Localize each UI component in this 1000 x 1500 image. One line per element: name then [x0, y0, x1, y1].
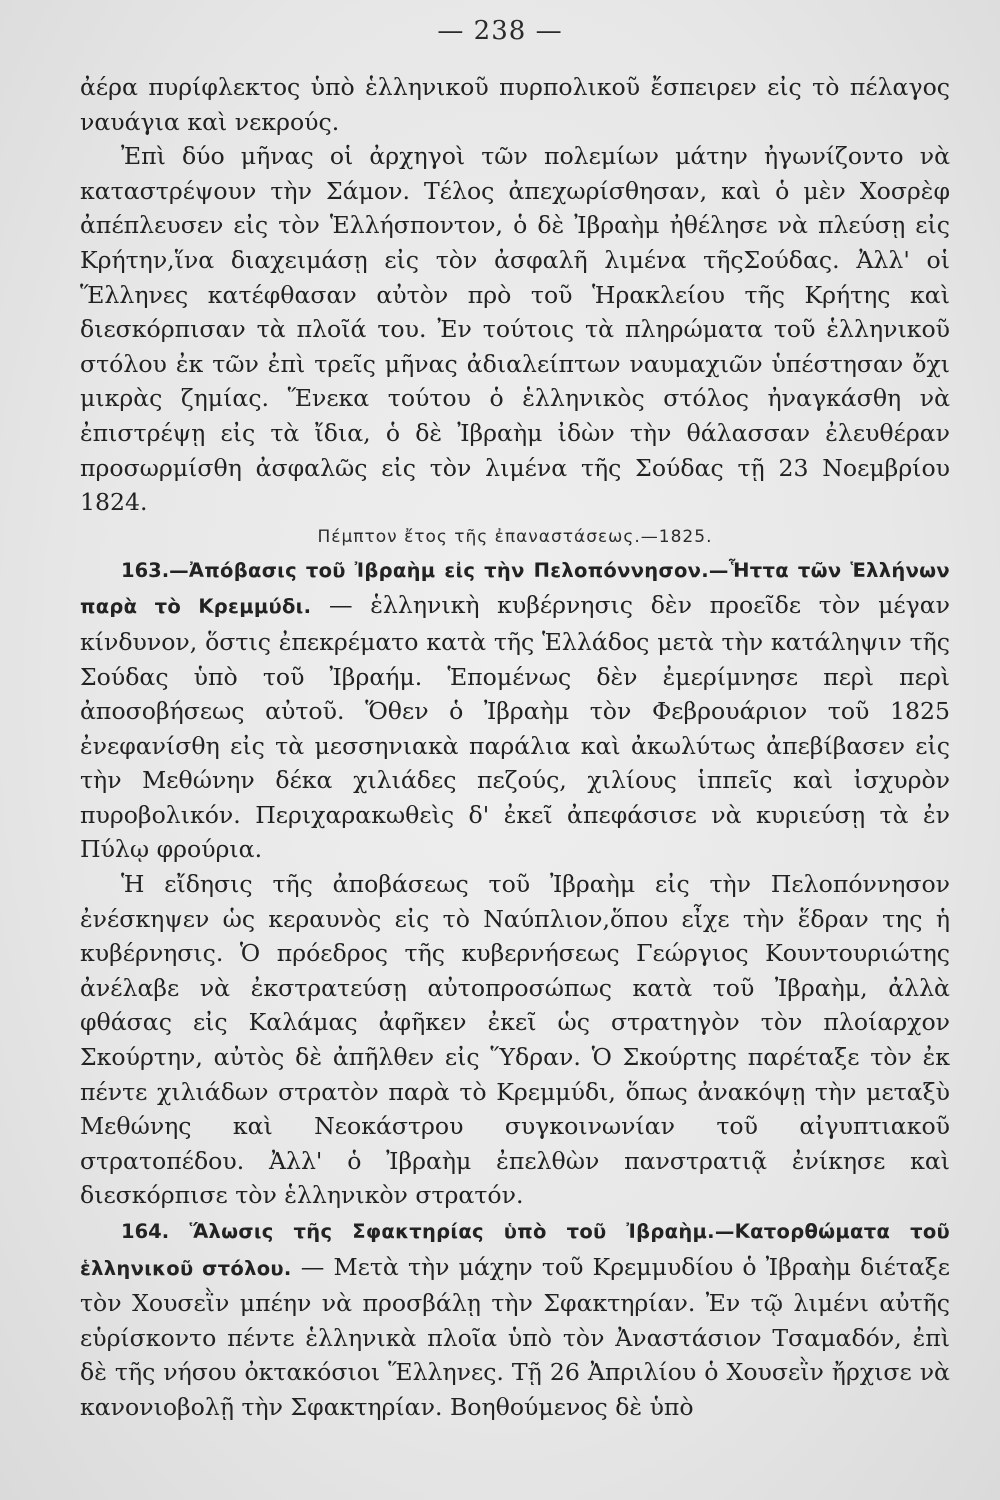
section-164-body: — Μετὰ τὴν μάχην τοῦ Κρεμμυδίου ὁ Ἰβραὴμ διέταξε τὸν Χουσεῒν μπέην νὰ προσβάλῃ τὴν Σφακτηρίαν. Ἐν τῷ λιμένι αὐτῆς εὑρίσκοντο πέντε ἑλληνικὰ πλοῖα ὑπὸ τὸν Ἀναστάσιον Τσαμαδόν, ἐπὶ δὲ τῆς νήσου ὀκτακόσιοι Ἕλληνες. Τῇ 26 Ἀπριλίου ὁ Χουσεῒν ἤρχισε νὰ κανονιοβολῇ τὴν Σφακτηρίαν. Βοηθούμενος δὲ ὑπὸ [80, 1252, 951, 1421]
section-163-body: — ἑλληνικὴ κυβέρνησις δὲν προεῖδε τὸν μέγαν κίνδυνον, ὅστις ἐπεκρέματο κατὰ τῆς Ἑλλάδος μετὰ τὴν κατάληψιν τῆς Σούδας ὑπὸ τοῦ Ἰβραήμ. Ἑπομένως δὲν ἐμερίμνησε περὶ περὶ ἀποσοβήσεως αὐτοῦ. Ὅθεν ὁ Ἰβραὴμ τὸν Φεβρουάριον τοῦ 1825 ἐνεφανίσθη εἰς τὰ μεσσηνιακὰ παράλια καὶ ἀκωλύτως ἀπεβίβασεν εἰς τὴν Μεθώνην δέκα χιλιάδες πεζούς, χιλίους ἱππεῖς καὶ ἰσχυρὸν πυροβολικόν. Περιχαρακωθεὶς δ' ἐκεῖ ἀπεφάσισε νὰ κυριεύσῃ τὰ ἐν Πύλῳ φρούρια. [80, 591, 951, 864]
section-163-continuation: Ἡ εἴδησις τῆς ἀποβάσεως τοῦ Ἰβραὴμ εἰς τὴν Πελοπόννησον ἐνέσκηψεν ὡς κεραυνὸς εἰς τὸ Ναύπλιον,ὅπου εἶχε τὴν ἕδραν της ἡ κυβέρνησις. Ὁ πρόεδρος τῆς κυβερνήσεως Γεώργιος Κουντουριώτης ἀνέλαβε νὰ ἐκστρατεύσῃ αὐτοπροσώπως κατὰ τοῦ Ἰβραὴμ, ἀλλὰ φθάσας εἰς Καλάμας ἀφῆκεν ἐκεῖ ὡς στρατηγὸν τὸν πλοίαρχον Σκούρτην, αὐτὸς δὲ ἀπῆλθεν εἰς Ὕδραν. Ὁ Σκούρτης παρέταξε τὸν ἐκ πέντε χιλιάδων στρατὸν παρὰ τὸ Κρεμμύδι, ὅπως ἀνακόψῃ τὴν μεταξὺ Μεθώνης καὶ Νεοκάστρου συγκοινωνίαν τοῦ αἰγυπτιακοῦ στρατοπέδου. Ἀλλ' ὁ Ἰβραὴμ ἐπελθὼν πανστρατιᾷ ἐνίκησε καὶ διεσκόρπισε τὸν ἑλληνικὸν στρατόν. [80, 870, 950, 1210]
section-164-number: 164. [121, 1220, 170, 1243]
paragraph-continued: ἀέρα πυρίφλεκτος ὑπὸ ἑλληνικοῦ πυρπολικοῦ ἔσπειρεν εἰς τὸ πέλαγος ναυάγια καὶ νεκρούς. [80, 73, 950, 136]
section-163 [80, 552, 950, 867]
page-text [80, 70, 950, 1425]
page-number: — 238 — [437, 16, 563, 46]
section-164 [80, 1213, 950, 1425]
section-164-title: Ἅλωσις τῆς Σφακτηρίας ὑπὸ τοῦ Ἰβραὴμ.—Κατορθώματα τοῦ ἑλληνικοῦ στόλου. [80, 1220, 951, 1280]
year-heading: Πέμπτον ἔτος τῆς ἐπαναστάσεως.—1825. [317, 526, 713, 547]
section-163-title: —Ἀπόβασις τοῦ Ἰβραὴμ εἰς τὴν Πελοπόννησον.—Ἧττα τῶν Ἑλλήνων παρὰ τὸ Κρεμμύδι. [80, 558, 950, 619]
section-163-number: 163. [121, 558, 170, 582]
paragraph-samos: Ἐπὶ δύο μῆνας οἱ ἀρχηγοὶ τῶν πολεμίων μάτην ἠγωνίζοντο νὰ καταστρέψουν τὴν Σάμον. Τέλος ἀπεχωρίσθησαν, καὶ ὁ μὲν Χοσρὲφ ἀπέπλευσεν εἰς τὸν Ἑλλήσποντον, ὁ δὲ Ἰβραὴμ ἠθέλησε νὰ πλεύσῃ εἰς Κρήτην,ἵνα διαχειμάσῃ εἰς τὸν ἀσφαλῆ λιμένα τῆςΣούδας. Ἀλλ' οἱ Ἕλληνες κατέφθασαν αὐτὸν πρὸ τοῦ Ἡρακλείου τῆς Κρήτης καὶ διεσκόρπισαν τὰ πλοῖά του. Ἐν τούτοις τὰ πληρώματα τοῦ ἑλληνικοῦ στόλου ἐκ τῶν ἐπὶ τρεῖς μῆνας ἀδιαλείπτων ναυμαχιῶν ὑπέστησαν ὄχι μικρὰς ζημίας. Ἕνεκα τούτου ὁ ἑλληνικὸς στόλος ἠναγκάσθη νὰ ἐπιστρέψῃ εἰς τὰ ἴδια, ὁ δὲ Ἰβραὴμ ἰδὼν τὴν θάλασσαν ἐλευθέραν προσωρμίσθη ἀσφαλῶς εἰς τὸν λιμένα τῆς Σούδας τῇ 23 Νοεμβρίου 1824. [80, 142, 950, 517]
